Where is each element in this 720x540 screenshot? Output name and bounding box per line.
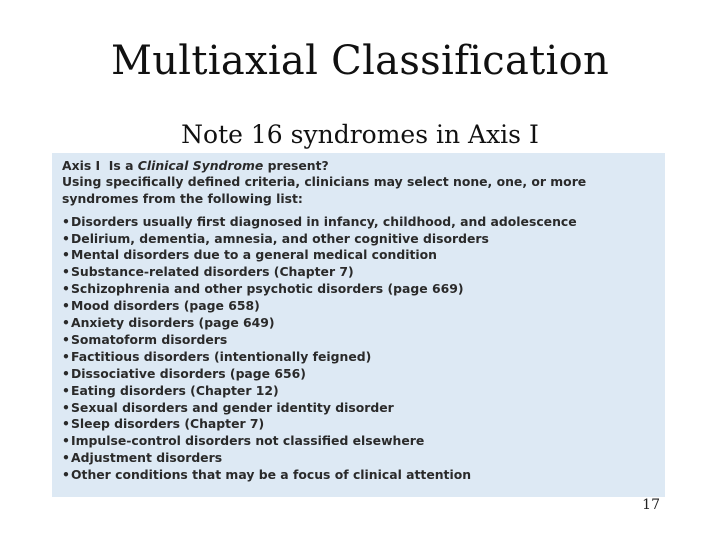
- syndrome-item: [62, 366, 659, 383]
- bullet-icon: •: [62, 365, 70, 381]
- syndrome-item-label: Mood disorders (page 658): [71, 298, 260, 314]
- syndrome-item: [62, 264, 659, 281]
- syndrome-item-label: Other conditions that may be a focus of clinical attention: [71, 467, 472, 483]
- slide-title: Multiaxial Classification: [110, 38, 610, 84]
- syndrome-item-label: Somatoform disorders: [71, 331, 228, 347]
- bullet-icon: •: [62, 264, 70, 280]
- bullet-icon: •: [62, 433, 70, 449]
- syndrome-item: [62, 281, 659, 298]
- bullet-icon: •: [62, 315, 70, 331]
- page-number: 17: [642, 497, 660, 513]
- syndrome-item-label: Substance-related disorders (Chapter 7): [71, 264, 354, 280]
- slide-subtitle: Note 16 syndromes in Axis I: [181, 120, 539, 149]
- question-suffix: present?: [263, 158, 329, 173]
- syndrome-item: [62, 383, 659, 400]
- syndrome-item-label: Sleep disorders (Chapter 7): [71, 416, 265, 432]
- axis-label: Axis I: [62, 158, 101, 173]
- syndrome-item-label: Eating disorders (Chapter 12): [71, 382, 279, 398]
- syndrome-item-label: Mental disorders due to a general medical condition: [71, 247, 437, 263]
- syndrome-item: [62, 315, 659, 332]
- syndrome-item: [62, 450, 659, 467]
- bullet-icon: •: [62, 348, 70, 364]
- syndrome-item-label: Disorders usually first diagnosed in infancy, childhood, and adolescence: [71, 213, 577, 229]
- intro-text: Using specifically defined criteria, clinicians may select none, one, or more syndromes from the following list:: [62, 174, 587, 206]
- syndrome-item-label: Dissociative disorders (page 656): [71, 365, 306, 381]
- bullet-icon: •: [62, 450, 70, 466]
- syndrome-item-label: Delirium, dementia, amnesia, and other cognitive disorders: [71, 230, 489, 246]
- bullet-icon: •: [62, 230, 70, 246]
- bullet-icon: •: [62, 247, 70, 263]
- syndrome-item: [62, 349, 659, 366]
- syndrome-item: [62, 214, 659, 231]
- syndrome-item: [62, 433, 659, 450]
- syndrome-item: [62, 231, 659, 248]
- question-prefix: Is a: [108, 158, 138, 173]
- bullet-icon: •: [62, 382, 70, 398]
- axis-i-textbook-excerpt: [52, 153, 665, 497]
- axis-question: [109, 158, 329, 173]
- syndrome-item: [62, 247, 659, 264]
- syndrome-item-label: Factitious disorders (intentionally feigned): [71, 348, 372, 364]
- bullet-icon: •: [62, 467, 70, 483]
- question-emphasis: Clinical Syndrome: [137, 158, 264, 173]
- syndrome-item-label: Adjustment disorders: [71, 450, 223, 466]
- bullet-icon: •: [62, 416, 70, 432]
- syndrome-item: [62, 467, 659, 484]
- axis-header: [62, 157, 659, 174]
- syndrome-item-label: Sexual disorders and gender identity disorder: [71, 399, 394, 415]
- syndrome-item-label: Schizophrenia and other psychotic disorders (page 669): [71, 281, 464, 297]
- bullet-icon: •: [62, 399, 70, 415]
- bullet-icon: •: [62, 298, 70, 314]
- syndrome-item-label: Anxiety disorders (page 649): [71, 315, 275, 331]
- syndrome-item: [62, 332, 659, 349]
- bullet-icon: •: [62, 213, 70, 229]
- bullet-icon: •: [62, 331, 70, 347]
- syndrome-item: [62, 298, 659, 315]
- bullet-icon: •: [62, 281, 70, 297]
- syndrome-item: [62, 400, 659, 417]
- syndrome-item: [62, 416, 659, 433]
- syndrome-list: [62, 214, 659, 485]
- syndrome-item-label: Impulse-control disorders not classified elsewhere: [71, 433, 425, 449]
